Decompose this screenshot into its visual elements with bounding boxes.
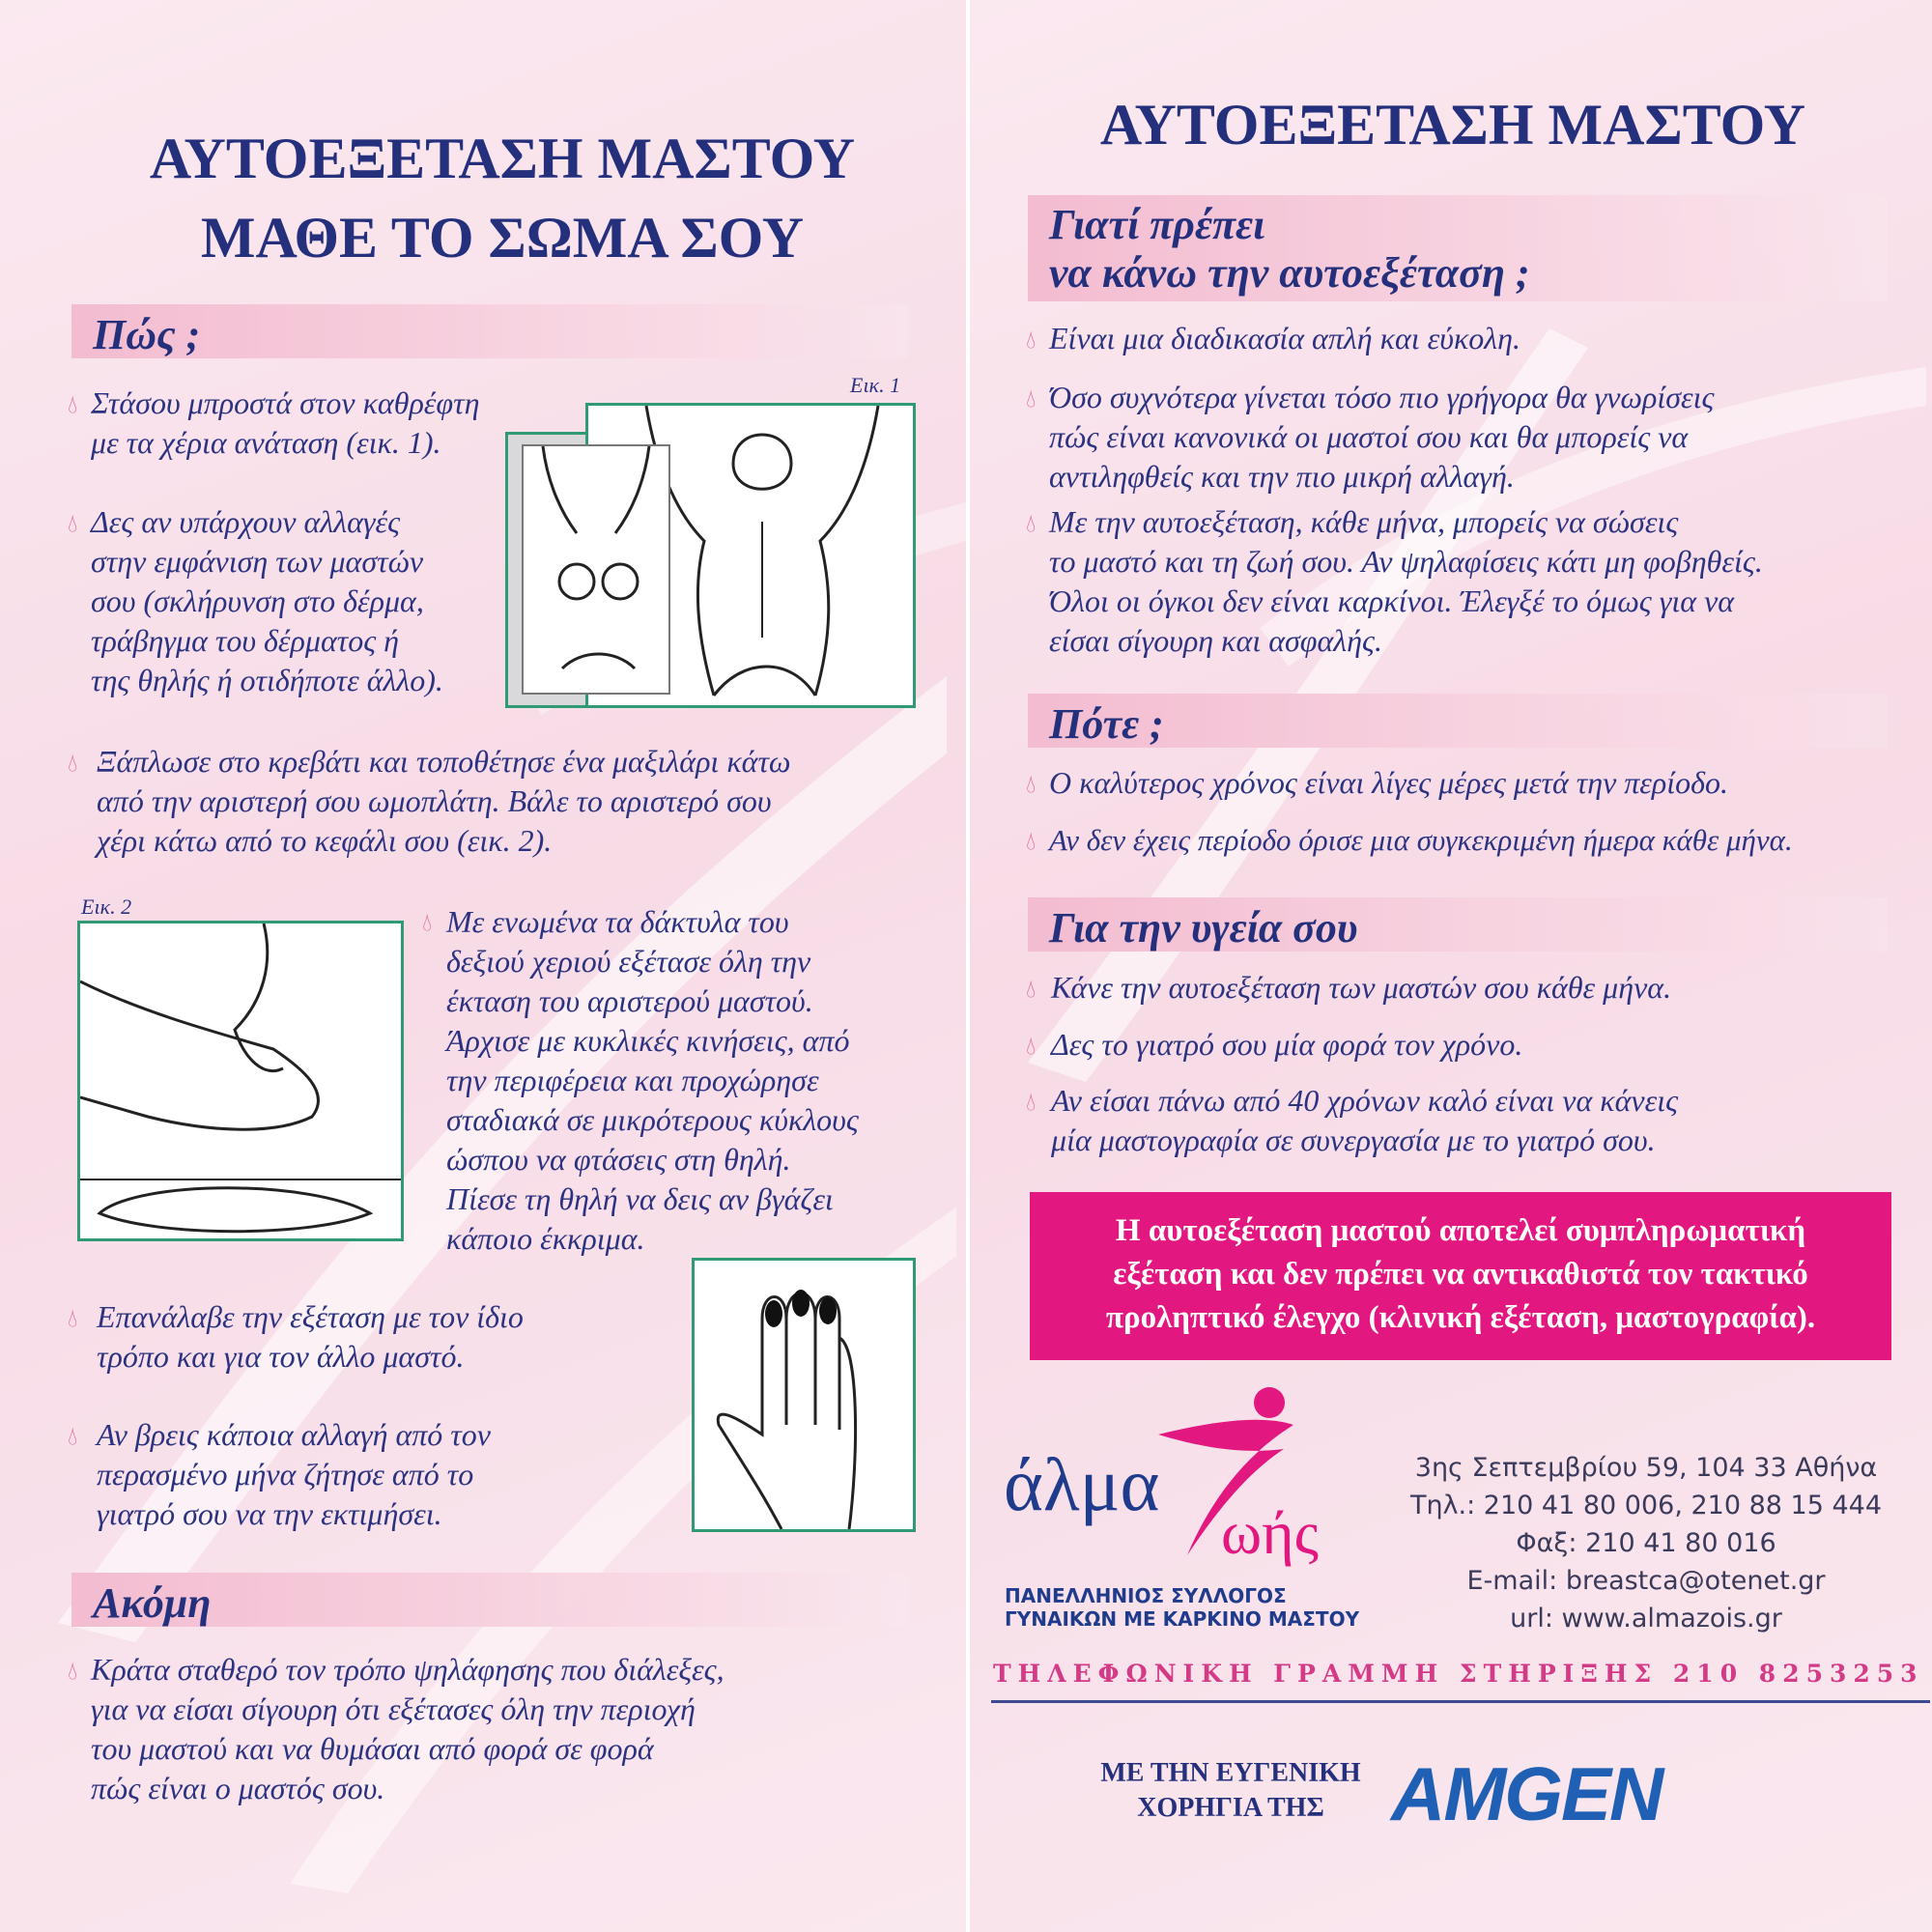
contact-email[interactable]: E-mail: breastca@otenet.gr <box>1466 1566 1826 1596</box>
drop-bullet-icon: 💧︎ <box>1026 326 1037 354</box>
health-heading-text: Για την υγεία σου <box>1049 904 1358 952</box>
section-heading-when <box>1028 694 1888 748</box>
figure-1-front-illustration <box>522 444 670 695</box>
when-heading-text: Πότε ; <box>1049 700 1164 748</box>
alma-zois-logo <box>999 1381 1360 1633</box>
drop-bullet-icon: 💧︎ <box>68 1422 78 1450</box>
contact-fax: Φαξ: 210 41 80 016 <box>1516 1528 1776 1558</box>
contact-url[interactable]: url: www.almazois.gr <box>1510 1604 1782 1634</box>
section-heading-more <box>71 1573 908 1627</box>
sponsor-line-1: ΜΕ ΤΗΝ ΕΥΓΕΝΙΚΗ <box>1100 1758 1361 1788</box>
how-step-1: Στάσου μπροστά στον καθρέφτη με τα χέρια ανάταση (εικ. 1). <box>91 385 480 460</box>
why-item-1: Είναι μια διαδικασία απλή και εύκολη. <box>1049 321 1521 355</box>
notice-box <box>1030 1192 1891 1360</box>
section-heading-why <box>1028 195 1888 301</box>
figure-2-lying-illustration <box>77 921 404 1241</box>
drop-bullet-icon: 💧︎ <box>68 1304 78 1332</box>
how-step-4: Με ενωμένα τα δάκτυλα του δεξιού χεριού εξέτασε όλη την έκταση του αριστερού μαστού. Άρχισε με κυκλικές κινήσεις, από την περιφέρεια και προχώρησε σταδιακά σε μικρότερους κύκλους ώσπου να φτάσεις στη θηλή. Πίεσε τη θηλή να δεις αν βγάζει κάποιο έκκριμα. <box>446 904 859 1256</box>
drop-bullet-icon: 💧︎ <box>68 509 78 537</box>
section-heading-how <box>71 304 908 358</box>
logo-tagline-2: ΓΥΝΑΙΚΩΝ ΜΕ ΚΑΡΚΙΝΟ ΜΑΣΤΟΥ <box>1005 1607 1360 1631</box>
section-heading-health <box>1028 897 1888 952</box>
more-text: Κράτα σταθερό τον τρόπο ψηλάφησης που διάλεξες, για να είσαι σίγουρη ότι εξέτασες όλη την περιοχή του μαστού και να θυμάσαι από φορά σε φορά πώς είναι ο μαστός σου. <box>91 1652 724 1805</box>
notice-text: Η αυτοεξέταση μαστού αποτελεί συμπληρωματική εξέταση και δεν πρέπει να αντικαθιστά τον τακτικό προληπτικό έλεγχο (κλινική εξέταση, μαστογραφία). <box>1105 1213 1816 1335</box>
when-item-2: Αν δεν έχεις περίοδο όρισε μια συγκεκριμένη ήμερα κάθε μήνα. <box>1049 823 1793 857</box>
drop-bullet-icon: 💧︎ <box>422 908 433 936</box>
drop-bullet-icon: 💧︎ <box>1026 1032 1037 1060</box>
leaflet-right-page <box>966 0 1932 1932</box>
logo-word-zois: ωής <box>1221 1498 1319 1567</box>
page-title: ΑΥΤΟΕΞΕΤΑΣΗ ΜΑΣΤΟΥ <box>149 127 856 190</box>
figure-3-hand-illustration <box>692 1258 916 1532</box>
contact-block <box>1376 1449 1917 1637</box>
how-step-6: Αν βρεις κάποια αλλαγή από τον περασμένο μήνα ζήτησε από το γιατρό σου να την εκτιμήσει. <box>97 1417 491 1531</box>
drop-bullet-icon: 💧︎ <box>68 749 78 777</box>
why-item-3: Με την αυτοεξέταση, κάθε μήνα, μπορείς να σώσεις το μαστό και τη ζωή σου. Αν ψηλαφίσεις κάτι μη φοβηθείς. Όλοι οι όγκοι δεν είναι καρκίνοι. Έλεγξέ το όμως για να είσαι σίγουρη και ασφαλής. <box>1049 504 1763 658</box>
support-hotline: ΤΗΛΕΦΩΝΙΚΗ ΓΡΑΜΜΗ ΣΤΗΡΙΞΗΣ 210 8253253 <box>993 1660 1924 1688</box>
amgen-logo-icon: AMGEN <box>1391 1751 1662 1836</box>
drop-bullet-icon: 💧︎ <box>1026 384 1037 412</box>
drop-bullet-icon: 💧︎ <box>1026 509 1037 537</box>
how-step-5: Επανάλαβε την εξέταση με τον ίδιο τρόπο και για τον άλλο μαστό. <box>97 1299 524 1374</box>
more-heading-text: Ακόμη <box>93 1579 212 1627</box>
hotline-underline <box>991 1700 1930 1703</box>
contact-phone: Τηλ.: 210 41 80 006, 210 88 15 444 <box>1409 1491 1883 1520</box>
when-item-1: Ο καλύτερος χρόνος είναι λίγες μέρες μετά την περίοδο. <box>1049 765 1729 800</box>
sponsor-line-2: ΧΟΡΗΓΙΑ ΤΗΣ <box>1137 1793 1324 1823</box>
drop-bullet-icon: 💧︎ <box>1026 770 1037 798</box>
how-step-2: Δες αν υπάρχουν αλλαγές στην εμφάνιση των μαστών σου (σκλήρυνση στο δέρμα, τράβηγμα του δέρματος ή της θηλής ή οτιδήποτε άλλο). <box>91 504 443 697</box>
sponsor-text <box>1095 1756 1366 1826</box>
how-step-3: Ξάπλωσε στο κρεβάτι και τοποθέτησε ένα μαξιλάρι κάτω από την αριστερή σου ωμοπλάτη. Βάλε το αριστερό σου χέρι κάτω από το κεφάλι σου (εικ. 2). <box>97 744 791 858</box>
logo-word-alma: άλμα <box>1004 1442 1160 1526</box>
why-item-2: Όσο συχνότερα γίνεται τόσο πιο γρήγορα θα γνωρίσεις πώς είναι κανονικά οι μαστοί σου και θα μπορείς να αντιληφθείς και την πιο μικρή αλλαγή. <box>1049 380 1715 494</box>
health-item-1: Κάνε την αυτοεξέταση των μαστών σου κάθε μήνα. <box>1051 970 1672 1005</box>
health-item-2: Δες το γιατρό σου μία φορά τον χρόνο. <box>1051 1027 1523 1062</box>
figure-1-caption: Εικ. 1 <box>850 373 901 397</box>
why-heading-text: Γιατί πρέπει να κάνω την αυτοεξέταση ; <box>1049 201 1530 297</box>
page-subtitle: ΜΑΘΕ ΤΟ ΣΩΜΑ ΣΟΥ <box>200 206 805 270</box>
health-item-3: Αν είσαι πάνω από 40 χρόνων καλό είναι να κάνεις μία μαστογραφία σε συνεργασία με το γιατρό σου. <box>1051 1083 1679 1157</box>
drop-bullet-icon: 💧︎ <box>1026 975 1037 1003</box>
drop-bullet-icon: 💧︎ <box>1026 1088 1037 1116</box>
contact-address: 3ης Σεπτεμβρίου 59, 104 33 Αθήνα <box>1414 1453 1878 1483</box>
page-title: ΑΥΤΟΕΞΕΤΑΣΗ ΜΑΣΤΟΥ <box>1099 93 1806 156</box>
figure-2-caption: Εικ. 2 <box>81 895 132 919</box>
drop-bullet-icon: 💧︎ <box>1026 827 1037 855</box>
woman-front-drawing <box>524 446 668 693</box>
drop-bullet-icon: 💧︎ <box>68 1657 78 1685</box>
logo-tagline-1: ΠΑΝΕΛΛΗΝΙΟΣ ΣΥΛΛΟΓΟΣ <box>1005 1584 1287 1607</box>
woman-lying-drawing <box>80 923 401 1238</box>
how-heading-text: Πώς ; <box>93 311 201 358</box>
hand-drawing <box>695 1261 913 1529</box>
drop-bullet-icon: 💧︎ <box>68 390 78 418</box>
